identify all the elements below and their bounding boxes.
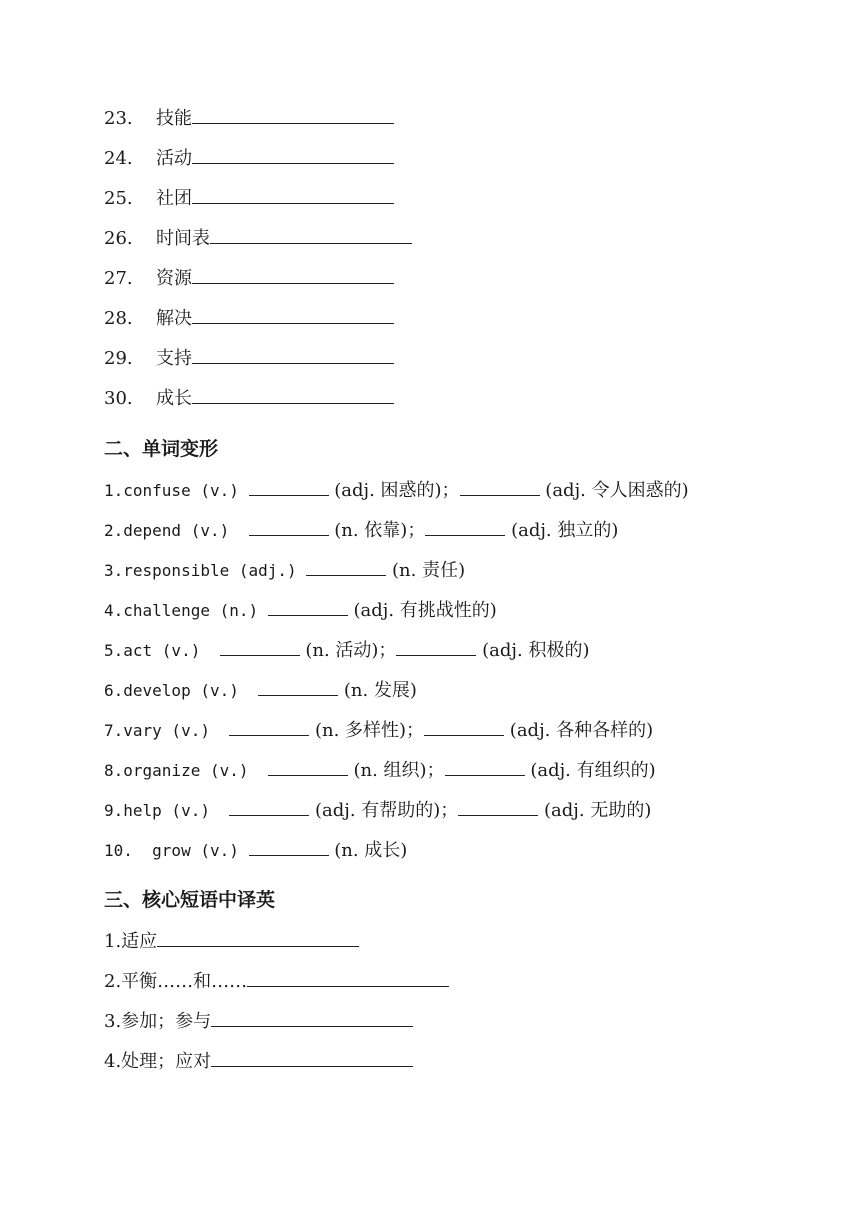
answer-blank[interactable] (268, 759, 348, 776)
vocab-term: 社团 (156, 188, 192, 209)
answer-blank[interactable] (249, 839, 329, 856)
answer-blank[interactable] (229, 799, 309, 816)
answer-blank[interactable] (211, 1050, 413, 1067)
phrase-item: 4.处理；应对 (104, 1050, 413, 1073)
answer-blank[interactable] (192, 187, 394, 204)
answer-blank[interactable] (192, 387, 394, 404)
section-heading-phrases: 三、核心短语中译英 (104, 889, 276, 911)
vocab-term: 资源 (156, 268, 192, 289)
phrase-item: 3.参加；参与 (104, 1010, 413, 1033)
answer-blank[interactable] (249, 519, 329, 536)
answer-blank[interactable] (192, 347, 394, 364)
word-form-item: 5.act (v.) (n. 活动)； (adj. 积极的) (104, 640, 590, 661)
section-heading-word-forms: 二、单词变形 (104, 438, 219, 460)
answer-blank[interactable] (157, 930, 359, 947)
word-form-item: 3.responsible (adj.) (n. 责任) (104, 560, 466, 581)
vocab-term: 解决 (156, 308, 192, 329)
answer-blank[interactable] (445, 759, 525, 776)
answer-blank[interactable] (192, 147, 394, 164)
word-form-item: 8.organize (v.) (n. 组织)； (adj. 有组织的) (104, 760, 656, 781)
answer-blank[interactable] (396, 639, 476, 656)
word-form-item: 4.challenge (n.) (adj. 有挑战性的) (104, 600, 497, 621)
vocab-item: 27. 资源 (104, 267, 394, 290)
vocab-item: 30. 成长 (104, 387, 394, 410)
word-form-item: 6.develop (v.) (n. 发展) (104, 680, 417, 701)
answer-blank[interactable] (192, 107, 394, 124)
vocab-term: 时间表 (156, 228, 210, 249)
vocab-item: 24. 活动 (104, 147, 394, 170)
answer-blank[interactable] (192, 307, 394, 324)
vocab-term: 成长 (156, 388, 192, 409)
answer-blank[interactable] (258, 679, 338, 696)
vocab-term: 技能 (156, 108, 192, 129)
vocab-item: 28. 解决 (104, 307, 394, 330)
answer-blank[interactable] (306, 559, 386, 576)
vocab-item: 23. 技能 (104, 107, 394, 130)
vocab-item: 25. 社团 (104, 187, 394, 210)
word-form-item: 7.vary (v.) (n. 多样性)； (adj. 各种各样的) (104, 720, 654, 741)
word-form-item: 1.confuse (v.) (adj. 困惑的)； (adj. 令人困惑的) (104, 480, 689, 501)
word-form-item: 10. grow (v.) (n. 成长) (104, 840, 408, 861)
answer-blank[interactable] (249, 479, 329, 496)
phrase-item: 1.适应 (104, 930, 359, 953)
phrase-item: 2.平衡……和…… (104, 970, 449, 993)
vocab-item: 29. 支持 (104, 347, 394, 370)
answer-blank[interactable] (229, 719, 309, 736)
vocab-term: 支持 (156, 348, 192, 369)
answer-blank[interactable] (458, 799, 538, 816)
vocab-item: 26. 时间表 (104, 227, 412, 250)
word-form-item: 2.depend (v.) (n. 依靠)； (adj. 独立的) (104, 520, 619, 541)
answer-blank[interactable] (247, 970, 449, 987)
vocab-term: 活动 (156, 148, 192, 169)
answer-blank[interactable] (210, 227, 412, 244)
word-form-item: 9.help (v.) (adj. 有帮助的)； (adj. 无助的) (104, 800, 652, 821)
answer-blank[interactable] (211, 1010, 413, 1027)
answer-blank[interactable] (220, 639, 300, 656)
answer-blank[interactable] (192, 267, 394, 284)
answer-blank[interactable] (425, 519, 505, 536)
answer-blank[interactable] (268, 599, 348, 616)
answer-blank[interactable] (460, 479, 540, 496)
answer-blank[interactable] (424, 719, 504, 736)
